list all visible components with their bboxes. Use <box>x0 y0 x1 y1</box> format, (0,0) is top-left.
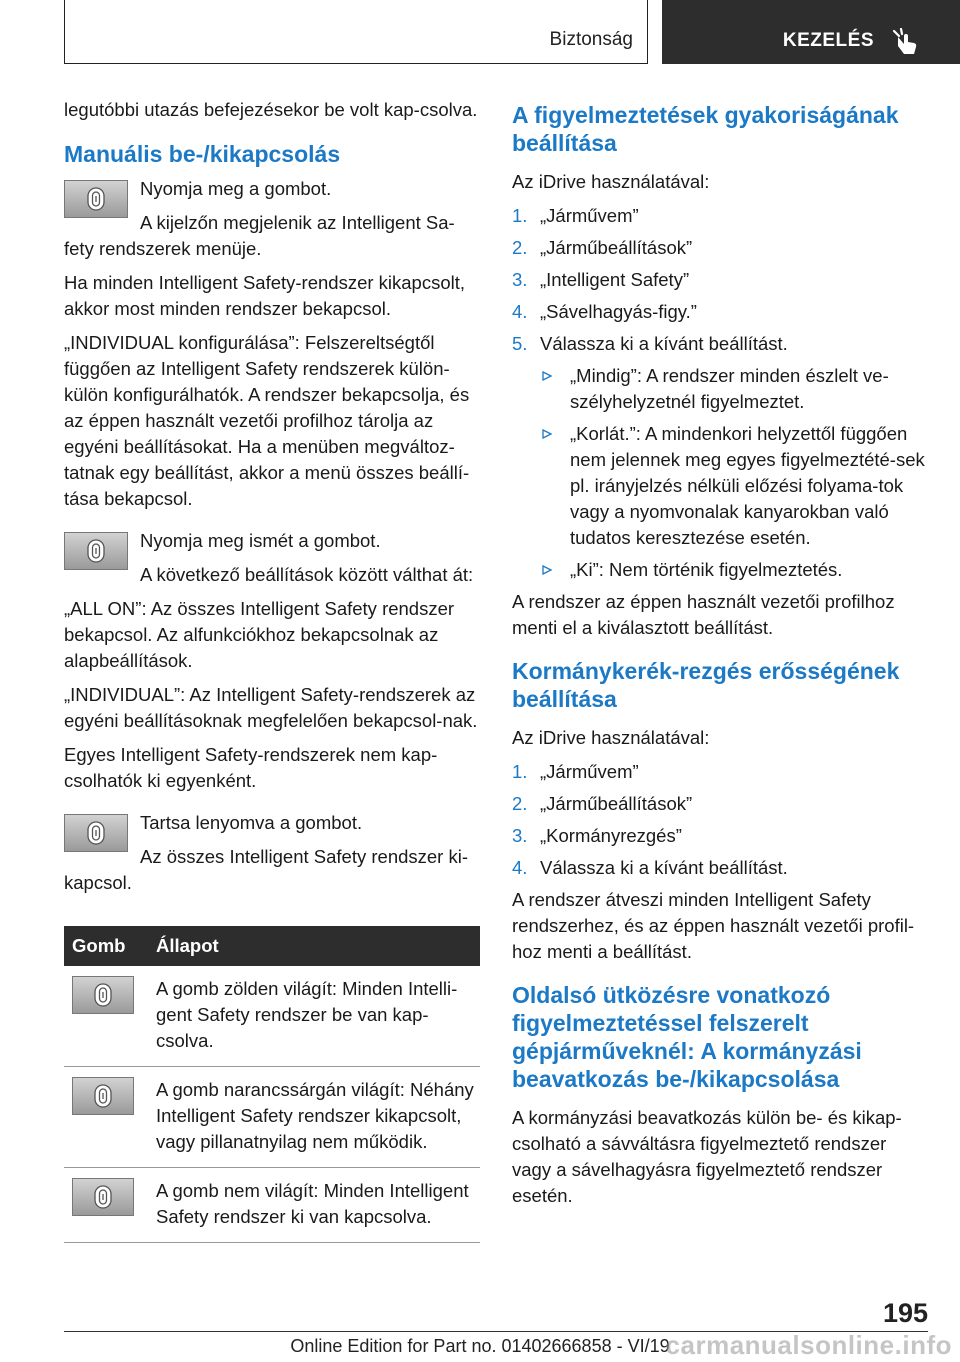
manual-heading: Manuális be-/kikapcsolás <box>64 141 341 167</box>
list-item: 3. „Kormányrezgés” <box>512 825 682 846</box>
chapter-tab <box>662 0 960 64</box>
chapter-tab-label: KEZELÉS <box>782 30 874 51</box>
body-paragraph: A rendszer átveszi minden Intelligent Safety rendszerhez, és az éppen használt vezetői profil-hoz menti a beállítást. <box>512 889 915 962</box>
idrive-intro: Az iDrive használatával: <box>512 171 710 192</box>
table-row <box>64 966 480 1067</box>
list-item: 1. „Járművem” <box>512 205 639 226</box>
section-title: Biztonság <box>549 29 633 50</box>
option-list <box>540 363 928 583</box>
safety-button-icon <box>72 976 134 1014</box>
list-item: 2. „Járműbeállítások” <box>512 237 693 258</box>
body-paragraph: A kormányzási beavatkozás külön be- és kikap-csolható a sávváltásra figyelmeztető rendszer vagy a sávelhagyásra figyelmeztető rendszer esetén. <box>512 1107 902 1206</box>
safety-button-icon <box>72 1077 134 1115</box>
safety-button-icon <box>64 814 128 852</box>
safety-button-icon <box>72 1178 134 1216</box>
frequency-steps <box>512 203 928 583</box>
vibration-steps <box>512 759 928 881</box>
body-paragraph: A rendszer az éppen használt vezetői profilhoz menti el a kiválasztott beállítást. <box>512 591 895 638</box>
intro-text: legutóbbi utazás befejezésekor be volt kap-csolva. <box>64 99 478 120</box>
list-item: 1. „Járművem” <box>512 761 639 782</box>
body-paragraph: „ALL ON”: Az összes Intelligent Safety rendszer bekapcsol. Az alfunkciókhoz bekapcsolnak az alapbeállítások. <box>64 598 455 671</box>
left-column <box>64 97 480 1243</box>
column-header-button: Gomb <box>64 926 150 966</box>
list-item: 3. „Intelligent Safety” <box>512 269 690 290</box>
instruction-line: A következő beállítások között válthat át: <box>140 564 474 585</box>
instruction-line: Az összes Intelligent Safety rendszer ki-kapcsol. <box>64 846 469 893</box>
list-item: „Korlát.”: A mindenkori helyzettől függően nem jelennek meg egyes figyelmeztété-sek pl. irányjelzés nélküli előzési folyama-tok vagy a nyomvonalak kanyarokban való tudatos keresztezése esetén. <box>540 421 928 551</box>
state-description: A gomb narancssárgán világít: Néhány Intelligent Safety rendszer kikapcsolt, vagy pillanatnyilag nem működik. <box>150 1067 480 1168</box>
vibration-heading: Kormánykerék-rezgés erősségének beállítása <box>512 658 900 712</box>
state-description: A gomb nem világít: Minden Intelligent Safety rendszer ki van kapcsolva. <box>150 1168 480 1243</box>
instruction-line: Tartsa lenyomva a gombot. <box>140 812 363 833</box>
watermark-text: carmanualsonline.info <box>665 1330 952 1360</box>
edition-note: Online Edition for Part no. 01402666858 - VI/19 <box>290 1336 670 1356</box>
right-column <box>512 97 928 1217</box>
idrive-intro: Az iDrive használatával: <box>512 727 710 748</box>
safety-button-icon <box>64 532 128 570</box>
table-header-row <box>64 926 480 966</box>
list-item: 2. „Járműbeállítások” <box>512 793 693 814</box>
button-instruction-press-again <box>64 528 480 794</box>
list-item: 5. Válassza ki a kívánt beállítást. „Mindig”: A rendszer minden észlelt ve-szélyhelyzetnél figyelmeztet. „Korlát.”: A mindenkori helyzettől függően nem jelennek meg egyes figyelmeztété-sek pl. irányjelzés nélküli előzési folyama-tok vagy a nyomvonalak kanyarokban való tudatos keresztezése esetén. „Ki”: Nem történik figyelmeztetés. <box>512 331 928 583</box>
page-number: 195 <box>882 1298 928 1328</box>
body-paragraph: „INDIVIDUAL konfigurálása”: Felszereltségtől függően az Intelligent Safety rendszerek külön-külön konfigurálhatók. A rendszer bekapcsolja, és az éppen használt vezetői profilhoz tárolja az egyéni beállításokat. Ha a menüben megváltoz-tatnak egy beállítást, akkor a menü összes beállí-tása bekapcsol. <box>64 332 470 509</box>
side-collision-heading: Oldalsó ütközésre vonatkozó figyelmeztetéssel felszerelt gépjárműveknél: A kormányzási beavatkozás be-/kikapcsolása <box>512 982 862 1092</box>
button-instruction-press <box>64 176 480 512</box>
body-paragraph: Ha minden Intelligent Safety-rendszer kikapcsolt, akkor most minden rendszer bekapcsol. <box>64 272 466 319</box>
triangle-bullet-icon <box>542 565 552 575</box>
state-description: A gomb zölden világít: Minden Intelli-gent Safety rendszer be van kap-csolva. <box>150 966 480 1067</box>
triangle-bullet-icon <box>542 429 552 439</box>
list-item: „Mindig”: A rendszer minden észlelt ve-szélyhelyzetnél figyelmeztet. <box>540 363 928 415</box>
list-item: „Ki”: Nem történik figyelmeztetés. <box>540 557 928 583</box>
instruction-line: A kijelzőn megjelenik az Intelligent Sa-fety rendszerek menüje. <box>64 212 455 259</box>
column-header-state: Állapot <box>150 926 480 966</box>
table-row <box>64 1067 480 1168</box>
triangle-bullet-icon <box>542 371 552 381</box>
body-paragraph: Egyes Intelligent Safety-rendszerek nem kap-csolhatók ki egyenként. <box>64 744 438 791</box>
frequency-heading: A figyelmeztetések gyakoriságának beállítása <box>512 102 899 156</box>
hand-pointer-icon <box>892 28 920 56</box>
table-row <box>64 1168 480 1243</box>
body-paragraph: „INDIVIDUAL”: Az Intelligent Safety-rendszerek az egyéni beállításoknak megfelelően bekapcsol-nak. <box>64 684 478 731</box>
button-instruction-hold <box>64 810 480 904</box>
instruction-line: Nyomja meg a gombot. <box>140 178 332 199</box>
list-item: 4. Válassza ki a kívánt beállítást. <box>512 857 788 878</box>
header-section-box <box>64 0 648 64</box>
button-state-table <box>64 926 480 1243</box>
safety-button-icon <box>64 180 128 218</box>
list-item: 4. „Sávelhagyás-figy.” <box>512 301 697 322</box>
instruction-line: Nyomja meg ismét a gombot. <box>140 530 381 551</box>
